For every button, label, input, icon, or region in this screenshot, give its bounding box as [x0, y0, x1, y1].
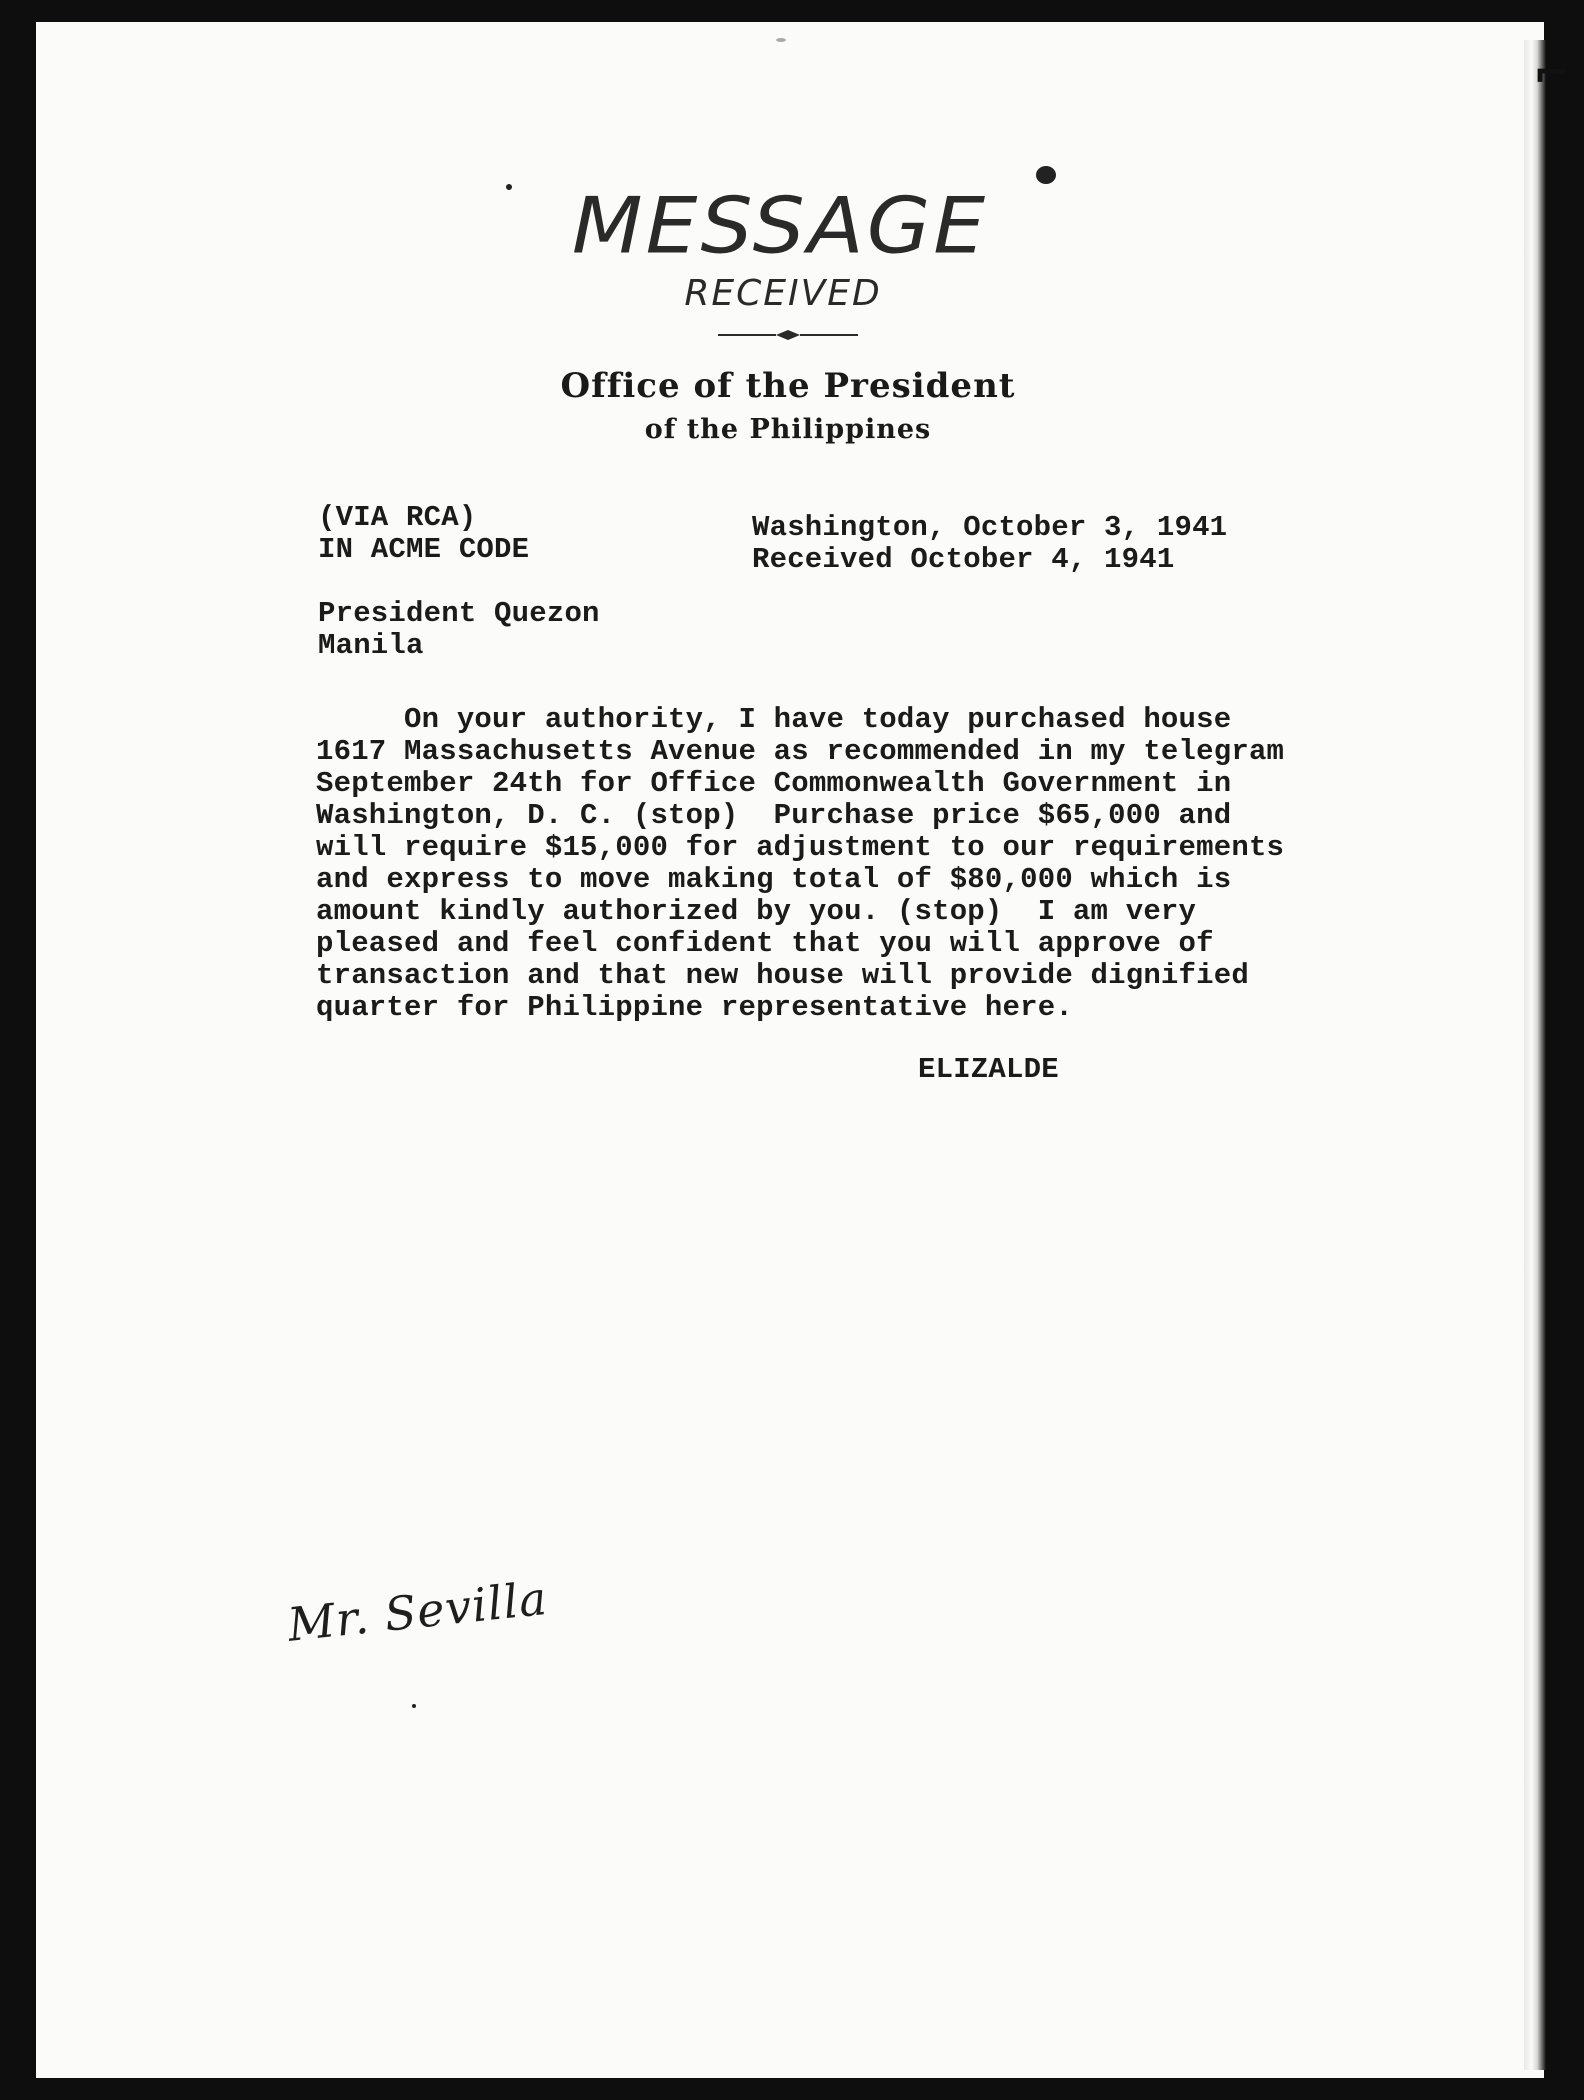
message-body — [316, 704, 1284, 1024]
ornament-divider — [718, 328, 858, 342]
page-edge — [1524, 40, 1546, 2070]
body-line: 1617 Massachusetts Avenue as recommended in my telegram — [316, 735, 1285, 768]
addressee-name: President Quezon — [318, 597, 600, 630]
received-date: Received October 4, 1941 — [752, 543, 1175, 576]
letterhead-subtitle: RECEIVED — [684, 273, 882, 314]
addressee-city: Manila — [318, 629, 424, 662]
edge-mark: ⌐ — [1533, 48, 1570, 99]
letterhead-title: MESSAGE — [571, 181, 989, 272]
signature: ELIZALDE — [918, 1053, 1059, 1086]
scan-speck — [776, 38, 786, 42]
body-line: quarter for Philippine representative here. — [316, 991, 1073, 1024]
body-line: On your authority, I have today purchased house — [316, 703, 1232, 736]
routing-via: (VIA RCA) — [318, 501, 477, 534]
body-line: amount kindly authorized by you. (stop) I am very — [316, 895, 1197, 928]
sent-date: Washington, October 3, 1941 — [752, 511, 1228, 544]
body-line: will require $15,000 for adjustment to our requirements — [316, 831, 1285, 864]
routing-code: IN ACME CODE — [318, 533, 530, 566]
addressee-block — [318, 598, 600, 662]
body-line: pleased and feel confident that you will approve of — [316, 927, 1214, 960]
body-line: September 24th for Office Commonwealth Government in — [316, 767, 1232, 800]
ink-blot — [1036, 166, 1056, 184]
date-block — [752, 512, 1227, 576]
routing-block — [318, 502, 529, 566]
body-line: and express to move making total of $80,000 which is — [316, 863, 1232, 896]
ink-dot — [412, 1704, 416, 1708]
handwritten-note: Mr. Sevilla — [285, 1570, 550, 1652]
body-line: Washington, D. C. (stop) Purchase price $65,000 and — [316, 799, 1232, 832]
ink-speck — [506, 184, 512, 190]
body-line: transaction and that new house will provide dignified — [316, 959, 1249, 992]
office-name: Office of the President — [560, 366, 1016, 406]
office-subname: of the Philippines — [644, 414, 932, 445]
